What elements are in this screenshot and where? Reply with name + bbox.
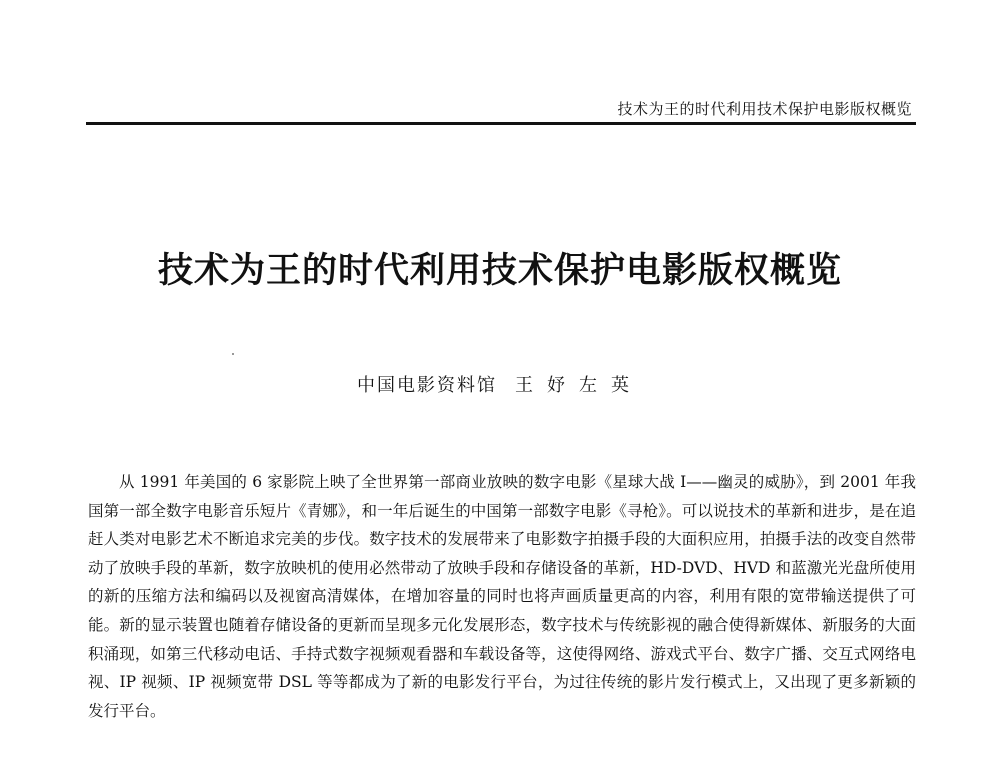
header-rule — [86, 122, 916, 125]
author-institution: 中国电影资料馆 — [357, 375, 497, 396]
author-line — [0, 371, 1000, 397]
scan-speck — [232, 353, 234, 355]
body-paragraph: 从 1991 年美国的 6 家影院上映了全世界第一部商业放映的数字电影《星球大战 I——幽灵的威胁》，到 2001 年我国第一部全数字电影音乐短片《青娜》，和一年后诞生的中国第一部数字电影《寻枪》。可以说技术的革新和进步，是在追赶人类对电影艺术不断追求完美的步伐。数字技术的发展带来了电影数字拍摄手段的大面积应用，拍摄手法的改变自然带动了放映手段的革新，数字放映机的使用必然带动了放映手段和存储设备的革新，HD-DVD、HVD 和蓝激光光盘所使用的新的压缩方法和编码以及视窗高清媒体，在增加容量的同时也将声画质量更高的内容，利用有限的宽带输送提供了可能。新的显示装置也随着存储设备的更新而呈现多元化发展形态，数字技术与传统影视的融合使得新媒体、新服务的大面积涌现，如第三代移动电话、手持式数字视频观看器和车载设备等，这使得网络、游戏式平台、数字广播、交互式网络电视、IP 视频、IP 视频宽带 DSL 等等都成为了新的电影发行平台，为过往传统的影片发行模式上，又出现了更多新颖的发行平台。 — [88, 473, 916, 720]
running-head: 技术为王的时代利用技术保护电影版权概览 — [617, 100, 912, 118]
author-name: 王妤左英 — [515, 375, 643, 396]
article-title: 技术为王的时代利用技术保护电影版权概览 — [157, 250, 842, 291]
